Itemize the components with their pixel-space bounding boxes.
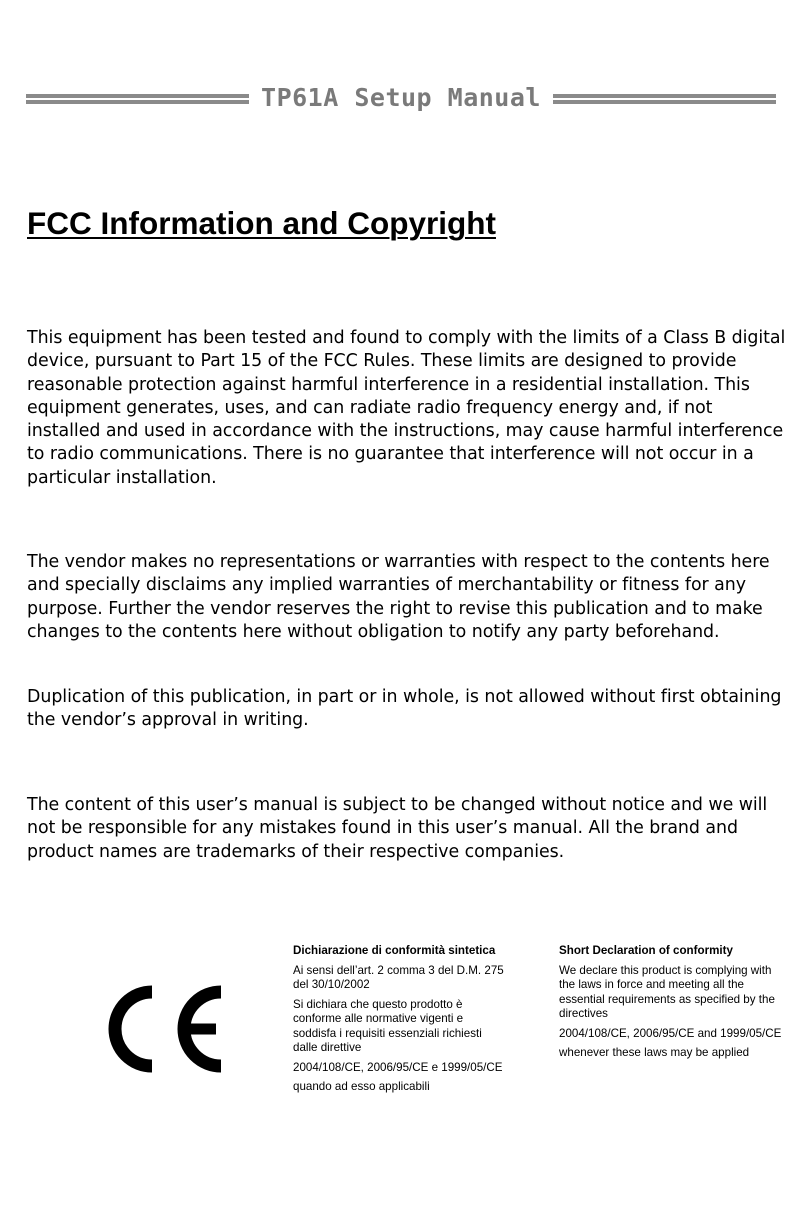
declaration-italian-line: Si dichiara che questo prodotto è conforme alle normative vigenti e soddisfa i requisiti essenziali richiesti dalle direttive <box>293 997 482 1054</box>
page-header <box>26 80 776 114</box>
declaration-italian-line: Ai sensi dell’art. 2 comma 3 del D.M. 275 del 30/10/2002 <box>293 963 504 991</box>
duplication-paragraph: Duplication of this publication, in part or in whole, is not allowed without first obtaining the vendor’s approval in writing. <box>27 687 782 731</box>
header-rule-right <box>553 94 776 104</box>
page-title: FCC Information and Copyright <box>27 205 496 241</box>
trademark-paragraph: The content of this user’s manual is subject to be changed without notice and we will not be responsible for any mistakes found in this user’s manual. All the brand and product names are trademarks of their respective companies. <box>27 795 768 862</box>
declaration-english-line: whenever these laws may be applied <box>559 1046 750 1059</box>
declaration-italian-line: 2004/108/CE, 2006/95/CE e 1999/05/CE <box>293 1060 503 1074</box>
fcc-paragraph: This equipment has been tested and found to comply with the limits of a Class B digital device, pursuant to Part 15 of the FCC Rules. These limits are designed to provide reasonable protection against harmful interference in a residential installation. This equipment generates, uses, and can radiate radio frequency energy and, if not installed and used in accordance with the instructions, may cause harmful interference to radio communications. There is no guarantee that interference will not occur in a particular installation. <box>27 328 786 488</box>
declaration-english-line: We declare this product is complying with the laws in force and meeting all the essential requirements as specified by the directives <box>559 963 775 1020</box>
declaration-english <box>559 944 785 1066</box>
declaration-italian-line: quando ad esso applicabili <box>293 1080 430 1093</box>
declaration-english-line: 2004/108/CE, 2006/95/CE and 1999/05/CE <box>559 1026 782 1040</box>
declaration-english-title: Short Declaration of conformity <box>559 944 733 957</box>
declaration-italian-title: Dichiarazione di conformità sintetica <box>293 944 496 957</box>
header-title: TP61A Setup Manual <box>261 82 541 112</box>
header-rule-left <box>26 94 249 104</box>
ce-mark-icon <box>100 984 230 1074</box>
declaration-italian <box>293 944 508 1100</box>
warranty-paragraph: The vendor makes no representations or warranties with respect to the contents here and specially disclaims any implied warranties of merchantability or fitness for any purpose. Further the vendor reserves the right to revise this publication and to make changes to the contents here without obligation to notify any party beforehand. <box>27 552 770 642</box>
